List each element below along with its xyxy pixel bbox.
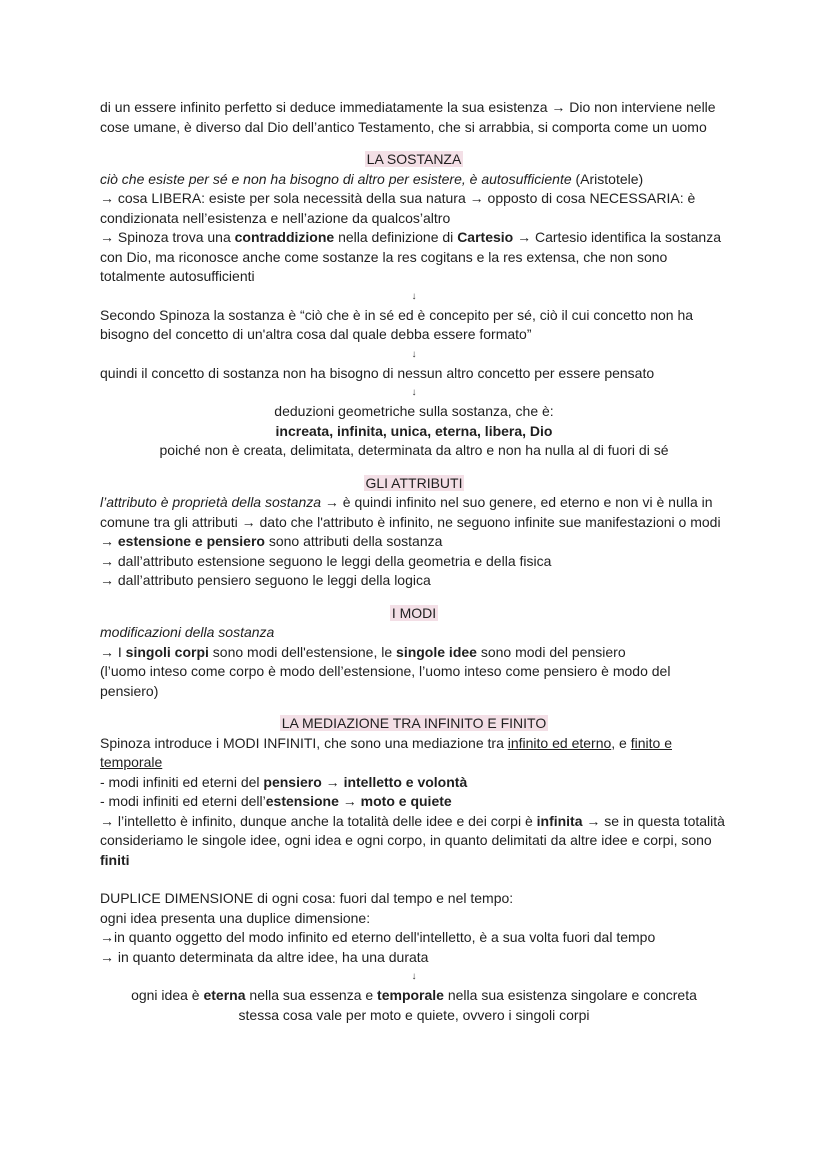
- duplice-final: ogni idea è eterna nella sua essenza e temporale nella sua esistenza singolare e concreta: [131, 987, 697, 1003]
- arrow-down-icon: ↓: [411, 290, 417, 302]
- mediazione-intro: Spinoza introduce i MODI INFINITI, che sono una mediazione tra infinito ed eterno, e finito e temporale: [100, 734, 672, 770]
- document-page: [100, 98, 728, 1025]
- attributi-line-3: → dall’attributo pensiero seguono le leggi della logica: [100, 572, 431, 588]
- duplice-line-2: ogni idea presenta una duplice dimensione:: [100, 909, 371, 926]
- sostanza-deduzioni: deduzioni geometriche sulla sostanza, che è:: [274, 403, 554, 419]
- duplice-line-1: DUPLICE DIMENSIONE di ogni cosa: fuori dal tempo e nel tempo:: [100, 890, 514, 906]
- intro-paragraph: di un essere infinito perfetto si deduce immediatamente la sua esistenza → Dio non interviene nelle cose umane, è diverso dal Dio dell’antico Testamento, che si arrabbia, si comporta come un uomo: [100, 99, 716, 135]
- sostanza-qualita: increata, infinita, unica, eterna, libera, Dio: [275, 422, 553, 439]
- duplice-final-2: stessa cosa vale per moto e quiete, ovvero i singoli corpi: [238, 1006, 590, 1023]
- mediazione-estensione: - modi infiniti ed eterni dell’estensione → moto e quiete: [100, 793, 452, 809]
- heading-modi: I MODI: [391, 604, 437, 621]
- sostanza-quindi: quindi il concetto di sostanza non ha bisogno di nessun altro concetto per essere pensato: [100, 364, 655, 381]
- modi-definition: modificazioni della sostanza: [100, 624, 275, 640]
- attributi-line-2: → dall’attributo estensione seguono le leggi della geometria e della fisica: [100, 552, 552, 569]
- duplice-line-3: →in quanto oggetto del modo infinito ed eterno dell'intelletto, è a sua volta fuori dal tempo: [100, 929, 656, 945]
- attributi-line-1: → estensione e pensiero sono attributi della sostanza: [100, 533, 443, 549]
- attributi-definition: l’attributo è proprietà della sostanza → è quindi infinito nel suo genere, ed eterno e non vi è nulla in comune tra gli attributi → dato che l'attributo è infinito, ne seguono infinite sue manifestazioni o modi: [100, 494, 721, 530]
- sostanza-spinoza-cartesio: → Spinoza trova una contraddizione nella definizione di Cartesio → Cartesio identifica la sostanza con Dio, ma riconosce anche come sostanze la res cogitans e la res extensa, che non sono totalmente autosufficienti: [100, 229, 721, 284]
- modi-line: → I singoli corpi sono modi dell'estensione, le singole idee sono modi del pensiero: [100, 643, 626, 660]
- arrow-down-icon: ↓: [411, 387, 417, 398]
- sostanza-definition: ciò che esiste per sé e non ha bisogno di altro per esistere, è autosufficiente (Aristotele): [100, 170, 644, 187]
- heading-attributi: GLI ATTRIBUTI: [365, 474, 463, 491]
- heading-sostanza: LA SOSTANZA: [366, 151, 462, 167]
- mediazione-pensiero: - modi infiniti ed eterni del pensiero → intelletto e volontà: [100, 773, 468, 790]
- sostanza-secondo-spinoza: Secondo Spinoza la sostanza è “ciò che è in sé ed è concepito per sé, ciò il cui concetto non ha bisogno del concetto di un'altra cosa dal quale debba essere formato”: [100, 306, 694, 342]
- arrow-down-icon: ↓: [411, 971, 417, 982]
- heading-mediazione: LA MEDIAZIONE TRA INFINITO E FINITO: [281, 715, 547, 731]
- modi-paren: (l’uomo inteso come corpo è modo dell’estensione, l’uomo inteso come pensiero è modo del pensiero): [100, 663, 671, 699]
- duplice-line-4: → in quanto determinata da altre idee, ha una durata: [100, 948, 429, 965]
- arrow-down-icon: ↓: [411, 348, 417, 360]
- sostanza-libera: → cosa LIBERA: esiste per sola necessità della sua natura → opposto di cosa NECESSARIA: è condizionata nell’esistenza e nell’azione da qualcos’altro: [100, 190, 696, 226]
- sostanza-poiche: poiché non è creata, delimitata, determinata da altro e non ha nulla al di fuori di sé: [159, 442, 669, 458]
- mediazione-intelletto: → l’intelletto è infinito, dunque anche la totalità delle idee e dei corpi è infinita → se in questa totalità consideriamo le singole idee, ogni idea e ogni corpo, in quanto delimitati da altre idee e corpi, sono finiti: [100, 812, 725, 868]
